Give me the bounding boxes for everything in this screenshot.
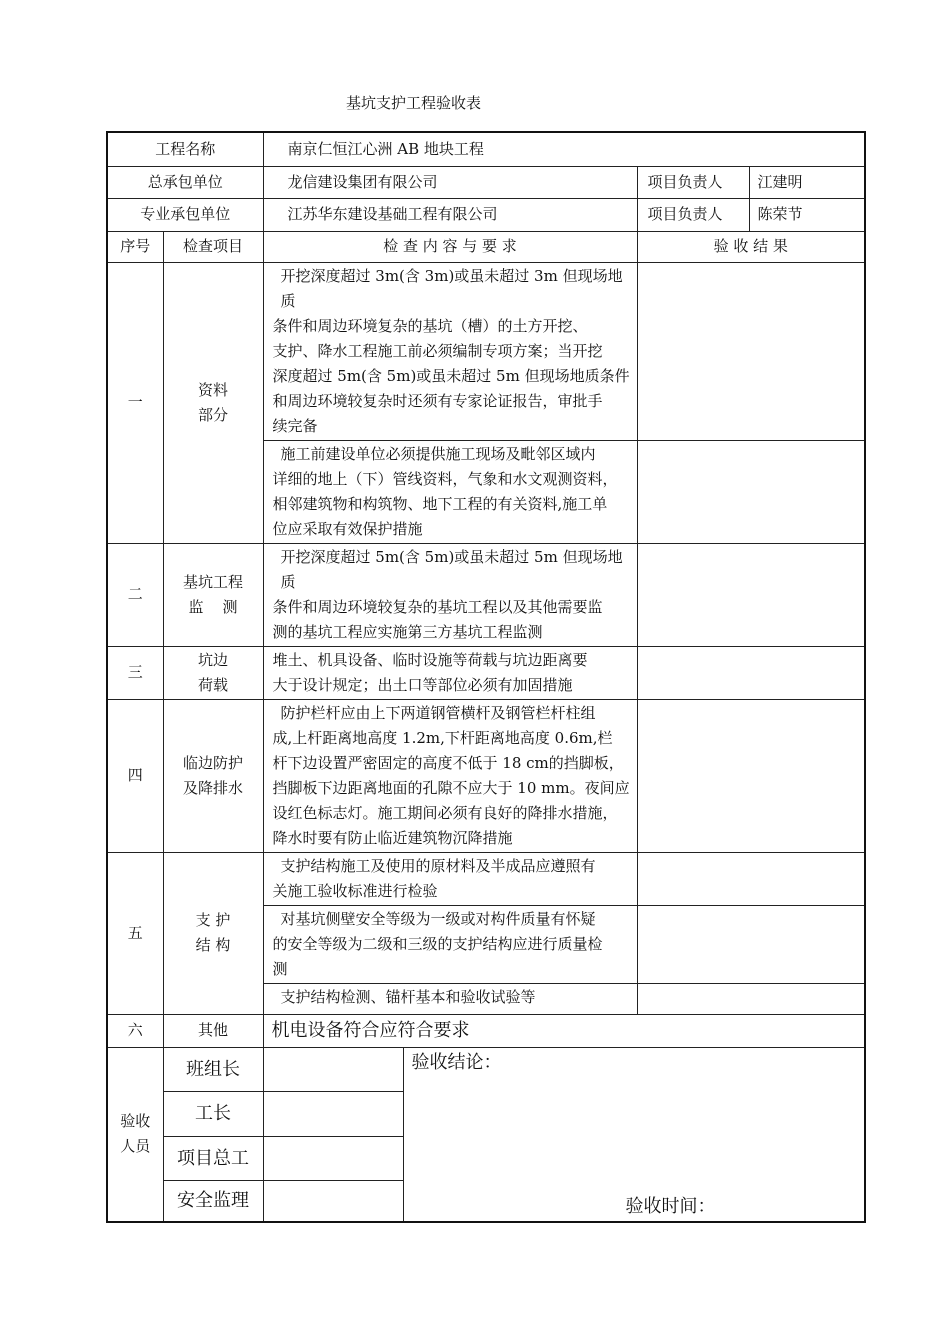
content-line: 和周边环境较复杂时还须有专家论证报告，审批手 (272, 391, 603, 410)
content-line: 测 (272, 959, 288, 978)
header-row-project-name (107, 132, 865, 166)
section-1-item (163, 262, 263, 543)
content-line: 开挖深度超过 3m(含 3m)或虽未超过 3m 但现场地质 (280, 266, 623, 310)
section-1-row-1 (107, 262, 865, 440)
section-4-item (163, 699, 263, 852)
section-3-no: 三 (107, 646, 163, 699)
content-line: 成,上杆距离地高度 1.2m,下杆距离地高度 0.6m,栏 (272, 728, 613, 747)
section-5-content-2 (263, 905, 637, 983)
specialty-contractor-value: 江苏华东建设基础工程有限公司 (263, 198, 637, 231)
content-line: 设红色标志灯。施工期间必须有良好的降排水措施， (272, 803, 618, 822)
content-line: 施工前建设单位必须提供施工现场及毗邻区域内 (280, 444, 596, 463)
section-1-no: 一 (107, 262, 163, 543)
section-4-no: 四 (107, 699, 163, 852)
section-6-item: 其他 (163, 1014, 263, 1047)
section-1-content-2 (263, 440, 637, 543)
section-2-item (163, 543, 263, 646)
project-name-label: 工程名称 (107, 132, 263, 166)
col-header-item: 检查项目 (163, 231, 263, 262)
acceptance-row-1 (107, 1047, 865, 1091)
section-1-content-1 (263, 262, 637, 440)
header-row-general-contractor (107, 166, 865, 198)
section-2-item-line1: 基坑工程 (183, 572, 244, 591)
general-contractor-value: 龙信建设集团有限公司 (263, 166, 637, 198)
signature-foreman[interactable] (263, 1091, 403, 1136)
section-2-result-1[interactable] (637, 543, 865, 646)
section-2-no: 二 (107, 543, 163, 646)
project-name-value: 南京仁恒江心洲 AB 地块工程 (263, 132, 865, 166)
section-5-content-1 (263, 852, 637, 905)
role-foreman: 工长 (163, 1091, 263, 1136)
section-1-result-1[interactable] (637, 262, 865, 440)
project-manager-label-2: 项目负责人 (637, 198, 749, 231)
section-4-row-1 (107, 699, 865, 852)
content-line: 测的基坑工程应实施第三方基坑工程监测 (272, 622, 543, 641)
section-6-row (107, 1014, 865, 1047)
project-manager-value-2: 陈荣节 (749, 198, 865, 231)
content-line: 条件和周边环境复杂的基坑（槽）的土方开挖、 (272, 316, 588, 335)
conclusion-label: 验收结论： (411, 1051, 502, 1073)
section-5-result-1[interactable] (637, 852, 865, 905)
content-line: 的安全等级为二级和三级的支护结构应进行质量检 (272, 934, 603, 953)
section-5-result-2[interactable] (637, 905, 865, 983)
section-5-item-line1: 支 护 (195, 911, 231, 929)
content-line: 详细的地上（下）管线资料，气象和水文观测资料， (272, 469, 618, 488)
section-6-no: 六 (107, 1014, 163, 1047)
content-line: 续完备 (272, 416, 318, 435)
section-3-item-line1: 坑边 (198, 650, 229, 669)
section-4-content-1 (263, 699, 637, 852)
role-chief-engineer: 项目总工 (163, 1136, 263, 1180)
specialty-contractor-label: 专业承包单位 (107, 198, 263, 231)
section-6-content: 机电设备符合应符合要求 (263, 1014, 865, 1047)
role-safety-supervisor: 安全监理 (163, 1180, 263, 1222)
section-2-item-line2: 监 测 (188, 597, 238, 616)
conclusion-cell[interactable] (403, 1047, 865, 1222)
form-title: 基坑支护工程验收表 (346, 94, 482, 112)
content-line: 降水时要有防止临近建筑物沉降措施 (272, 828, 513, 847)
col-header-result: 验 收 结 果 (637, 231, 865, 262)
content-line: 相邻建筑物和构筑物、地下工程的有关资料,施工单 (272, 494, 608, 513)
content-line: 深度超过 5m(含 5m)或虽未超过 5m 但现场地质条件 (272, 366, 630, 385)
content-line: 堆土、机具设备、临时设施等荷载与坑边距离要 (272, 650, 588, 669)
content-line: 支护结构检测、锚杆基本和验收试验等 (280, 987, 536, 1006)
section-5-item-line2: 结 构 (195, 936, 231, 954)
section-5-result-3[interactable] (637, 983, 865, 1014)
content-line: 杆下边设置严密固定的高度不低于 18 cm的挡脚板， (272, 753, 624, 772)
column-header-row (107, 231, 865, 262)
project-manager-value-1: 江建明 (749, 166, 865, 198)
content-line: 大于设计规定；出土口等部位必须有加固措施 (272, 675, 573, 694)
acceptance-group-line2: 人员 (120, 1137, 151, 1156)
section-2-content-1 (263, 543, 637, 646)
section-3-content-1 (263, 646, 637, 699)
col-header-content: 检 查 内 容 与 要 求 (263, 231, 637, 262)
section-4-item-line1: 临边防护 (183, 753, 244, 772)
general-contractor-label: 总承包单位 (107, 166, 263, 198)
section-3-result-1[interactable] (637, 646, 865, 699)
header-row-specialty-contractor (107, 198, 865, 231)
content-line: 防护栏杆应由上下两道钢管横杆及钢管栏杆柱组 (280, 703, 596, 722)
role-team-leader: 班组长 (163, 1047, 263, 1091)
section-1-item-line1: 资料 (198, 380, 229, 399)
project-manager-label-1: 项目负责人 (637, 166, 749, 198)
section-5-content-3 (263, 983, 637, 1014)
acceptance-form-table (106, 131, 866, 1223)
acceptance-time-label: 验收时间： (625, 1195, 716, 1217)
content-line: 条件和周边环境较复杂的基坑工程以及其他需要监 (272, 597, 603, 616)
section-2-row-1 (107, 543, 865, 646)
acceptance-group-line1: 验收 (120, 1112, 151, 1131)
content-line: 挡脚板下边距离地面的孔隙不应大于 10 mm。夜间应 (272, 778, 630, 797)
content-line: 对基坑侧壁安全等级为一级或对构件质量有怀疑 (280, 909, 596, 928)
content-line: 关施工验收标准进行检验 (272, 881, 438, 900)
content-line: 位应采取有效保护措施 (272, 519, 423, 538)
section-3-item-line2: 荷载 (198, 675, 229, 694)
section-3-item (163, 646, 263, 699)
content-line: 支护结构施工及使用的原材料及半成品应遵照有 (280, 856, 596, 875)
section-3-row-1 (107, 646, 865, 699)
signature-safety-supervisor[interactable] (263, 1180, 403, 1222)
section-5-no: 五 (107, 852, 163, 1014)
content-line: 开挖深度超过 5m(含 5m)或虽未超过 5m 但现场地质 (280, 547, 623, 591)
section-4-result-1[interactable] (637, 699, 865, 852)
section-5-row-1 (107, 852, 865, 905)
signature-chief-engineer[interactable] (263, 1136, 403, 1180)
section-1-item-line2: 部分 (198, 405, 229, 424)
content-line: 支护、降水工程施工前必须编制专项方案；当开挖 (272, 341, 603, 360)
col-header-no: 序号 (107, 231, 163, 262)
signature-team-leader[interactable] (263, 1047, 403, 1091)
section-4-item-line2: 及降排水 (183, 778, 244, 797)
section-1-result-2[interactable] (637, 440, 865, 543)
section-5-item (163, 852, 263, 1014)
acceptance-group-label (107, 1047, 163, 1222)
